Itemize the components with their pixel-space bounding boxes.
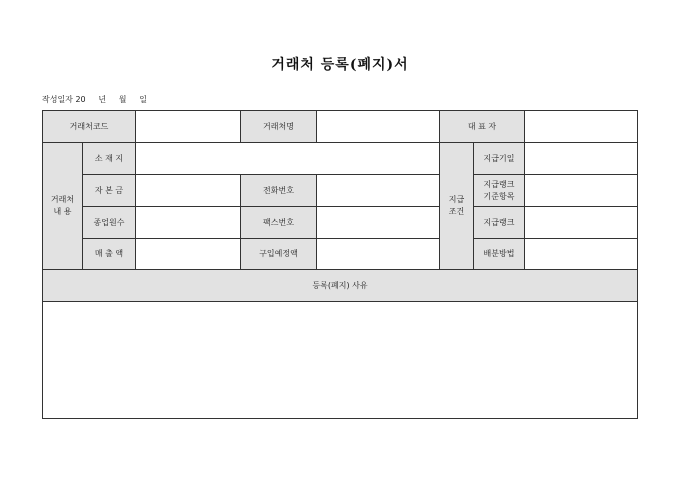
representative-field[interactable] [524, 110, 638, 143]
representative-label: 대 표 자 [439, 110, 525, 143]
document-title: 거래처 등록(폐지)서 [271, 57, 409, 73]
purchase-plan-field[interactable] [316, 238, 440, 270]
vendor-code-label: 거래처코드 [42, 110, 136, 143]
distribution-method-label: 배분방법 [473, 238, 525, 270]
reason-header: 등록(폐지) 사유 [42, 269, 638, 302]
reason-field[interactable] [42, 301, 638, 419]
details-group-label: 거래처 내 용 [42, 142, 83, 270]
phone-label: 전화번호 [240, 174, 317, 207]
employees-field[interactable] [135, 206, 241, 239]
purchase-plan-label: 구입예정액 [240, 238, 317, 270]
payment-rank-label: 지급랭크 [473, 206, 525, 239]
employees-label: 종업원수 [82, 206, 136, 239]
fax-field[interactable] [316, 206, 440, 239]
payment-date-label: 지급기일 [473, 142, 525, 175]
capital-field[interactable] [135, 174, 241, 207]
payment-date-field[interactable] [524, 142, 638, 175]
payment-group-label: 지급 조건 [439, 142, 474, 270]
address-label: 소 재 지 [82, 142, 136, 175]
payment-rank-criteria-field[interactable] [524, 174, 638, 207]
sales-field[interactable] [135, 238, 241, 270]
capital-label: 자 본 금 [82, 174, 136, 207]
distribution-method-field[interactable] [524, 238, 638, 270]
fax-label: 팩스번호 [240, 206, 317, 239]
sales-label: 매 출 액 [82, 238, 136, 270]
payment-rank-criteria-label: 지급랭크 기준항목 [473, 174, 525, 207]
phone-field[interactable] [316, 174, 440, 207]
vendor-name-field[interactable] [316, 110, 440, 143]
date-line: 작성일자 20 년 월 일 [42, 95, 147, 104]
vendor-name-label: 거래처명 [240, 110, 317, 143]
vendor-code-field[interactable] [135, 110, 241, 143]
address-field[interactable] [135, 142, 440, 175]
payment-rank-field[interactable] [524, 206, 638, 239]
